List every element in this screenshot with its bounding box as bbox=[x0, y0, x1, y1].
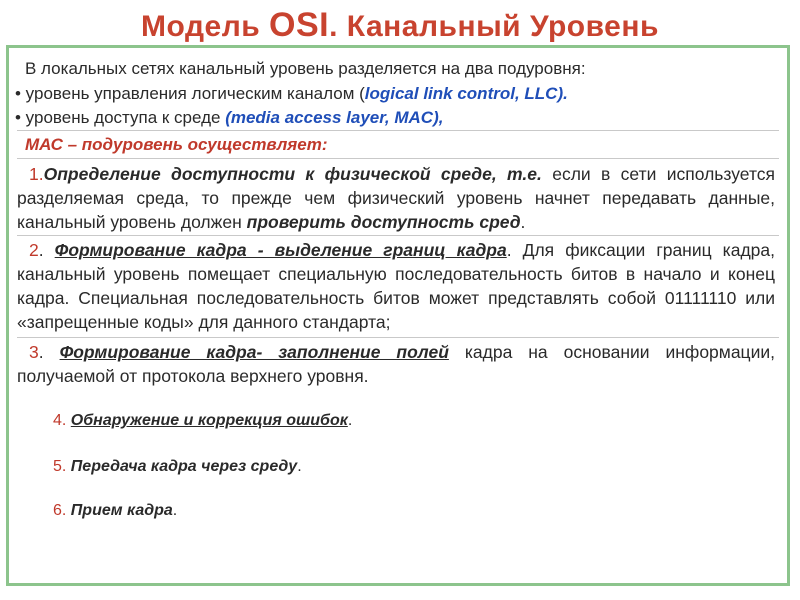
p1-number: 1. bbox=[29, 164, 44, 184]
item-text: Прием кадра bbox=[70, 502, 173, 519]
p2-number: 2 bbox=[29, 240, 39, 260]
p3-heading: Формирование кадра- заполнение полей bbox=[59, 342, 449, 362]
bullet-mark: • bbox=[15, 108, 21, 127]
p1-heading: Определение доступности к физической среде, т.е. bbox=[43, 164, 542, 184]
bullet-mac bbox=[15, 107, 773, 129]
content-frame bbox=[6, 45, 790, 586]
title-prefix: Модель bbox=[141, 10, 270, 43]
item-number: 5. bbox=[53, 458, 67, 475]
divider bbox=[17, 158, 779, 159]
p2-heading: Формирование кадра - выделение границ кадра bbox=[54, 240, 507, 260]
bullet-llc-text: уровень управления логическим каналом ( bbox=[20, 84, 365, 103]
title-osi: OSI bbox=[269, 6, 330, 44]
list-item bbox=[53, 501, 177, 521]
divider bbox=[17, 235, 779, 236]
list-item bbox=[53, 457, 302, 477]
item-end: . bbox=[347, 412, 353, 429]
item-end: . bbox=[297, 458, 302, 475]
mac-heading: МАС – подуровень осуществляет: bbox=[25, 135, 328, 154]
item-number: 4. bbox=[53, 412, 67, 429]
bullet-mark: • bbox=[15, 84, 21, 103]
paragraph-3 bbox=[17, 340, 775, 388]
p2-text: . Для фиксации границ кадра, канальный уровень помещает специальную последовательность битов в начало и конец кадра. Специальная последовательность битов может представлять собой 01111110 или «запрещенные коды» для данного стандарта; bbox=[17, 240, 775, 332]
intro-line: В локальных сетях канальный уровень разделяется на два подуровня: bbox=[25, 59, 586, 78]
title-suffix: . Канальный Уровень bbox=[329, 10, 659, 43]
divider bbox=[17, 130, 779, 131]
p1-text: если в сети используется разделяемая среда, то прежде чем физический уровень начнет передавать данные, канальный уровень должен bbox=[17, 164, 775, 232]
item-text: Обнаружение и коррекция ошибок bbox=[70, 412, 348, 429]
paragraph-2 bbox=[17, 238, 775, 334]
p3-number: 3 bbox=[29, 342, 39, 362]
page-title bbox=[0, 6, 800, 45]
bullet-llc bbox=[15, 83, 773, 105]
p1-end: . bbox=[520, 212, 526, 232]
bullet-llc-term: logical link control, LLC). bbox=[364, 84, 568, 103]
p3-dot: . bbox=[38, 342, 60, 362]
p2-dot: . bbox=[38, 240, 55, 260]
paragraph-1 bbox=[17, 162, 775, 234]
bullet-mac-text: уровень доступа к среде bbox=[20, 108, 226, 127]
p3-text: кадра на основании информации, получаемой от протокола верхнего уровня. bbox=[17, 342, 775, 386]
p1-bold-end: проверить доступность сред bbox=[246, 212, 521, 232]
item-text: Передача кадра через среду bbox=[70, 458, 298, 475]
item-number: 6. bbox=[53, 502, 67, 519]
bullet-mac-term: (media access layer, MAC), bbox=[225, 108, 444, 127]
list-item bbox=[53, 411, 352, 431]
item-end: . bbox=[172, 502, 178, 519]
divider bbox=[17, 337, 779, 338]
